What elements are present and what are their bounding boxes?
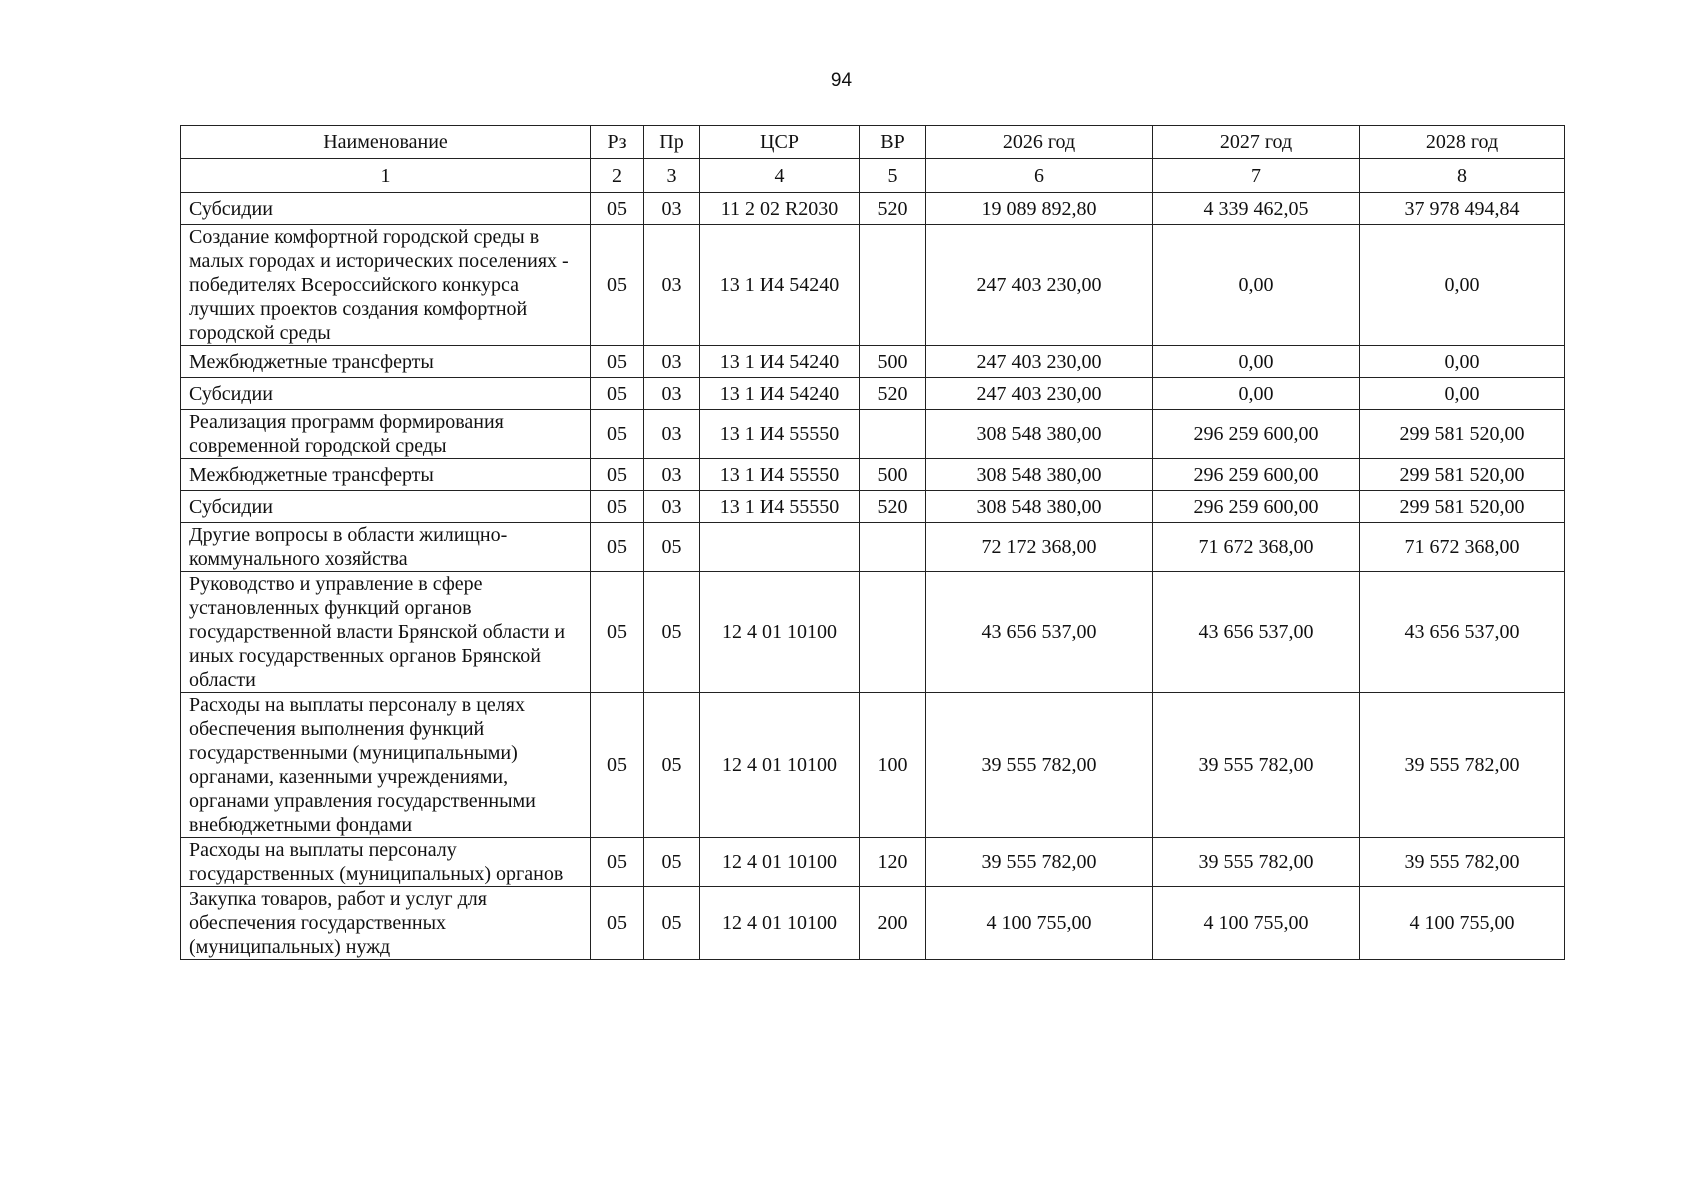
row-csr: 12 4 01 10100 xyxy=(700,838,860,887)
row-2026: 72 172 368,00 xyxy=(926,523,1153,572)
row-vr xyxy=(860,410,926,459)
row-rz: 05 xyxy=(591,838,644,887)
row-pr: 05 xyxy=(644,572,700,693)
table-row xyxy=(181,693,1565,838)
row-pr: 03 xyxy=(644,346,700,378)
page-number: 94 xyxy=(830,70,853,91)
row-2026: 4 100 755,00 xyxy=(926,887,1153,960)
table-row xyxy=(181,410,1565,459)
row-csr xyxy=(700,523,860,572)
row-2028: 39 555 782,00 xyxy=(1360,693,1565,838)
row-2028: 0,00 xyxy=(1360,346,1565,378)
row-rz: 05 xyxy=(591,193,644,225)
row-2026: 247 403 230,00 xyxy=(926,225,1153,346)
row-vr: 100 xyxy=(860,693,926,838)
row-pr: 03 xyxy=(644,193,700,225)
row-rz: 05 xyxy=(591,378,644,410)
row-2026: 247 403 230,00 xyxy=(926,346,1153,378)
header-cell: 2027 год xyxy=(1153,126,1360,159)
row-2027: 296 259 600,00 xyxy=(1153,459,1360,491)
header-row xyxy=(181,126,1565,159)
row-name: Субсидии xyxy=(181,491,591,523)
row-2028: 299 581 520,00 xyxy=(1360,459,1565,491)
row-2027: 296 259 600,00 xyxy=(1153,491,1360,523)
row-2026: 308 548 380,00 xyxy=(926,491,1153,523)
row-2027: 0,00 xyxy=(1153,346,1360,378)
header-cell: 2028 год xyxy=(1360,126,1565,159)
row-csr: 13 1 И4 55550 xyxy=(700,491,860,523)
row-csr: 13 1 И4 55550 xyxy=(700,459,860,491)
row-pr: 03 xyxy=(644,378,700,410)
header-cell: Пр xyxy=(644,126,700,159)
row-vr: 500 xyxy=(860,346,926,378)
row-rz: 05 xyxy=(591,346,644,378)
row-csr: 13 1 И4 54240 xyxy=(700,225,860,346)
row-2026: 308 548 380,00 xyxy=(926,459,1153,491)
column-number-row xyxy=(181,159,1565,193)
row-name: Другие вопросы в области жилищно-коммунального хозяйства xyxy=(181,523,591,572)
row-2026: 19 089 892,80 xyxy=(926,193,1153,225)
row-rz: 05 xyxy=(591,225,644,346)
row-name: Расходы на выплаты персоналу в целях обеспечения выполнения функций государственными (муниципальными) органами, казенными учреждениями, органами управления государственными внебюджетными фондами xyxy=(181,693,591,838)
table-row xyxy=(181,572,1565,693)
row-csr: 13 1 И4 54240 xyxy=(700,346,860,378)
column-number-cell: 1 xyxy=(181,159,591,193)
row-2028: 299 581 520,00 xyxy=(1360,491,1565,523)
column-number-cell: 4 xyxy=(700,159,860,193)
row-name: Создание комфортной городской среды в малых городах и исторических поселениях - победителях Всероссийского конкурса лучших проектов создания комфортной городской среды xyxy=(181,225,591,346)
row-pr: 05 xyxy=(644,887,700,960)
row-name: Расходы на выплаты персоналу государственных (муниципальных) органов xyxy=(181,838,591,887)
row-2027: 0,00 xyxy=(1153,378,1360,410)
row-csr: 12 4 01 10100 xyxy=(700,693,860,838)
row-csr: 12 4 01 10100 xyxy=(700,887,860,960)
budget-table xyxy=(180,125,1565,960)
row-2028: 0,00 xyxy=(1360,225,1565,346)
row-pr: 05 xyxy=(644,523,700,572)
row-2027: 43 656 537,00 xyxy=(1153,572,1360,693)
row-name: Субсидии xyxy=(181,193,591,225)
table-row xyxy=(181,346,1565,378)
row-2027: 4 339 462,05 xyxy=(1153,193,1360,225)
row-pr: 03 xyxy=(644,225,700,346)
row-vr xyxy=(860,523,926,572)
row-pr: 05 xyxy=(644,693,700,838)
row-csr: 12 4 01 10100 xyxy=(700,572,860,693)
row-vr xyxy=(860,225,926,346)
row-2028: 4 100 755,00 xyxy=(1360,887,1565,960)
table-row xyxy=(181,193,1565,225)
table-row xyxy=(181,523,1565,572)
column-number-cell: 7 xyxy=(1153,159,1360,193)
table-row xyxy=(181,491,1565,523)
row-2028: 71 672 368,00 xyxy=(1360,523,1565,572)
row-2026: 39 555 782,00 xyxy=(926,838,1153,887)
row-2027: 0,00 xyxy=(1153,225,1360,346)
row-rz: 05 xyxy=(591,459,644,491)
table-row xyxy=(181,838,1565,887)
row-2027: 39 555 782,00 xyxy=(1153,838,1360,887)
row-2028: 37 978 494,84 xyxy=(1360,193,1565,225)
row-pr: 03 xyxy=(644,410,700,459)
row-csr: 11 2 02 R2030 xyxy=(700,193,860,225)
row-2027: 71 672 368,00 xyxy=(1153,523,1360,572)
row-2026: 308 548 380,00 xyxy=(926,410,1153,459)
table-row xyxy=(181,378,1565,410)
row-pr: 05 xyxy=(644,838,700,887)
column-number-cell: 3 xyxy=(644,159,700,193)
row-rz: 05 xyxy=(591,693,644,838)
header-cell: ЦСР xyxy=(700,126,860,159)
row-2027: 4 100 755,00 xyxy=(1153,887,1360,960)
row-rz: 05 xyxy=(591,410,644,459)
column-number-cell: 6 xyxy=(926,159,1153,193)
row-pr: 03 xyxy=(644,491,700,523)
row-2027: 39 555 782,00 xyxy=(1153,693,1360,838)
row-vr: 520 xyxy=(860,193,926,225)
row-vr: 200 xyxy=(860,887,926,960)
table-row xyxy=(181,459,1565,491)
header-cell: 2026 год xyxy=(926,126,1153,159)
row-name: Руководство и управление в сфере установленных функций органов государственной власти Брянской области и иных государственных органов Брянской области xyxy=(181,572,591,693)
row-csr: 13 1 И4 54240 xyxy=(700,378,860,410)
row-vr: 500 xyxy=(860,459,926,491)
row-rz: 05 xyxy=(591,887,644,960)
row-name: Межбюджетные трансферты xyxy=(181,346,591,378)
table-row xyxy=(181,887,1565,960)
column-number-cell: 8 xyxy=(1360,159,1565,193)
row-2028: 0,00 xyxy=(1360,378,1565,410)
row-vr: 120 xyxy=(860,838,926,887)
row-2026: 247 403 230,00 xyxy=(926,378,1153,410)
row-rz: 05 xyxy=(591,523,644,572)
row-name: Субсидии xyxy=(181,378,591,410)
row-csr: 13 1 И4 55550 xyxy=(700,410,860,459)
row-name: Закупка товаров, работ и услуг для обеспечения государственных (муниципальных) нужд xyxy=(181,887,591,960)
row-name: Межбюджетные трансферты xyxy=(181,459,591,491)
row-2027: 296 259 600,00 xyxy=(1153,410,1360,459)
row-vr xyxy=(860,572,926,693)
row-2028: 43 656 537,00 xyxy=(1360,572,1565,693)
row-2028: 39 555 782,00 xyxy=(1360,838,1565,887)
row-name: Реализация программ формирования современной городской среды xyxy=(181,410,591,459)
row-rz: 05 xyxy=(591,491,644,523)
header-cell: Рз xyxy=(591,126,644,159)
row-vr: 520 xyxy=(860,491,926,523)
row-2028: 299 581 520,00 xyxy=(1360,410,1565,459)
header-cell: Наименование xyxy=(181,126,591,159)
table-body xyxy=(181,193,1565,960)
row-rz: 05 xyxy=(591,572,644,693)
column-number-cell: 5 xyxy=(860,159,926,193)
header-cell: ВР xyxy=(860,126,926,159)
table-row xyxy=(181,225,1565,346)
row-pr: 03 xyxy=(644,459,700,491)
row-2026: 39 555 782,00 xyxy=(926,693,1153,838)
row-2026: 43 656 537,00 xyxy=(926,572,1153,693)
column-number-cell: 2 xyxy=(591,159,644,193)
row-vr: 520 xyxy=(860,378,926,410)
